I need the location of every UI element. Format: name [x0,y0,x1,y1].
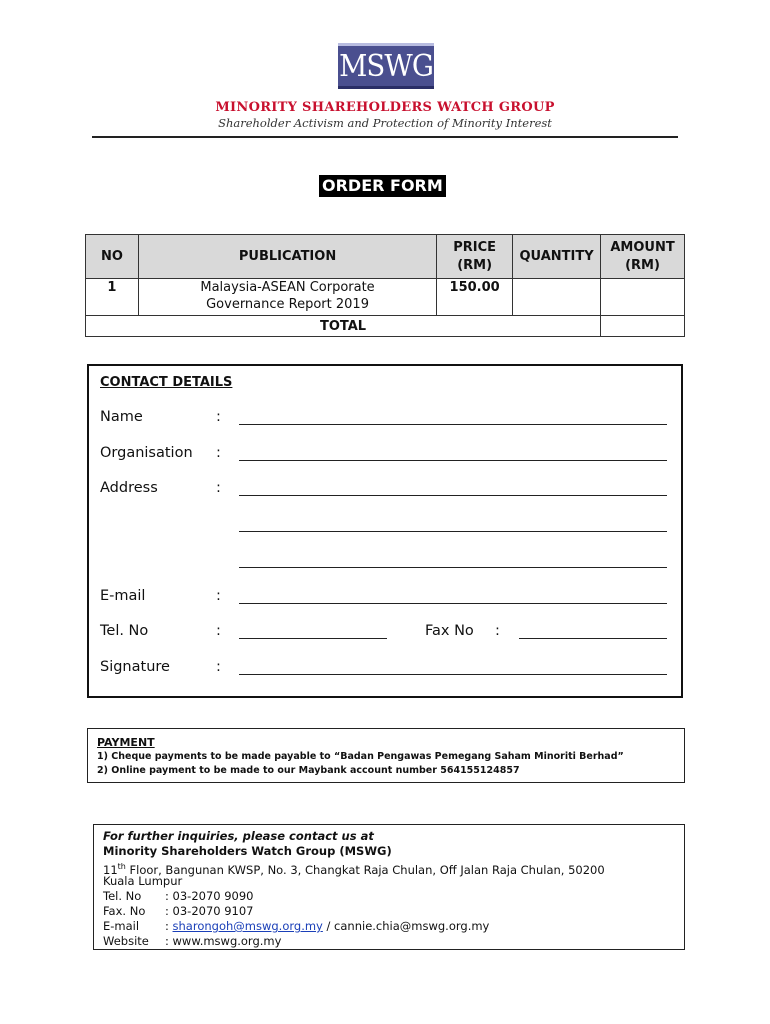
table-row [86,279,685,316]
email-label-inquiry: E-mail [103,919,140,933]
organisation-name: MINORITY SHAREHOLDERS WATCH GROUP [215,100,555,115]
fax-label: Fax No [425,623,474,639]
inquiry-city: Kuala Lumpur [103,874,183,888]
inquiry-fax [103,904,254,919]
email-colon: : [216,588,221,604]
page-title: ORDER FORM [319,175,446,197]
total-row [86,316,685,337]
inquiry-intro: For further inquiries, please contact us at [103,829,374,843]
publication-line2: Governance Report 2019 [206,297,369,312]
header-price-line2: (RM) [457,257,493,273]
amount-field[interactable] [601,279,685,316]
signature-label: Signature [100,659,170,675]
email-colon-inquiry: : [165,919,173,933]
total-amount-field[interactable] [601,316,685,337]
fax-field[interactable] [519,638,667,639]
organisation-label: Organisation [100,445,193,461]
payment-box [87,728,685,783]
tel-value: : 03-2070 9090 [165,889,254,903]
payment-line-online: 2) Online payment to be made to our Maybank account number 564155124857 [97,765,520,776]
tagline: Shareholder Activism and Protection of Minority Interest [218,116,552,130]
total-label: TOTAL [86,316,601,337]
inquiry-box [93,824,685,950]
address-floor-number: 11 [103,862,118,877]
fax-value: : 03-2070 9107 [165,904,254,918]
name-field[interactable] [239,424,667,425]
payment-line-cheque: 1) Cheque payments to be made payable to “Badan Pengawas Pemegang Saham Minoriti Berhad” [97,751,624,762]
organisation-field[interactable] [239,460,667,461]
quantity-field[interactable] [513,279,601,316]
contact-details-title: CONTACT DETAILS [100,375,233,390]
website-label: Website [103,934,149,948]
inquiry-tel [103,889,254,904]
publication-line1: Malaysia-ASEAN Corporate [200,280,375,295]
tel-field[interactable] [239,638,387,639]
header-divider [92,136,678,138]
row-no: 1 [86,279,139,316]
address-street: Floor, Bangunan KWSP, No. 3, Changkat Raja Chulan, Off Jalan Raja Chulan, 50200 [125,862,605,877]
header-quantity: QUANTITY [513,235,601,279]
logo-text: MSWG [339,48,433,84]
payment-title: PAYMENT [97,736,155,749]
address-field-line2[interactable] [239,531,667,532]
organisation-colon: : [216,445,221,461]
inquiry-email [103,919,489,934]
tel-label-inquiry: Tel. No [103,889,142,903]
header-price-line1: PRICE [453,239,497,255]
address-field-line1[interactable] [239,495,667,496]
signature-field[interactable] [239,674,667,675]
email-label: E-mail [100,588,146,604]
table-header-row [86,235,685,279]
mswg-logo [338,43,434,89]
contact-details-box [87,364,683,698]
row-price: 150.00 [437,279,513,316]
header-amount-line1: AMOUNT [610,239,675,255]
fax-colon: : [495,623,500,639]
name-colon: : [216,409,221,425]
inquiry-website [103,934,281,949]
fax-label-inquiry: Fax. No [103,904,146,918]
header-amount [601,235,685,279]
order-table [85,234,685,337]
header-amount-line2: (RM) [625,257,660,273]
email-secondary: / cannie.chia@mswg.org.my [322,919,490,933]
email-field[interactable] [239,603,667,604]
address-floor-suffix: th [117,862,126,871]
row-publication [138,279,436,316]
header-price [437,235,513,279]
header-publication: PUBLICATION [138,235,436,279]
email-link-sharongoh[interactable]: sharongoh@mswg.org.my [172,919,323,933]
tel-colon: : [216,623,221,639]
header-no: NO [86,235,139,279]
address-field-line3[interactable] [239,567,667,568]
signature-colon: : [216,659,221,675]
inquiry-org: Minority Shareholders Watch Group (MSWG) [103,844,392,858]
name-label: Name [100,409,143,425]
tel-label: Tel. No [100,623,149,639]
address-label: Address [100,480,158,496]
website-value: : www.mswg.org.my [165,934,282,948]
address-colon: : [216,480,221,496]
